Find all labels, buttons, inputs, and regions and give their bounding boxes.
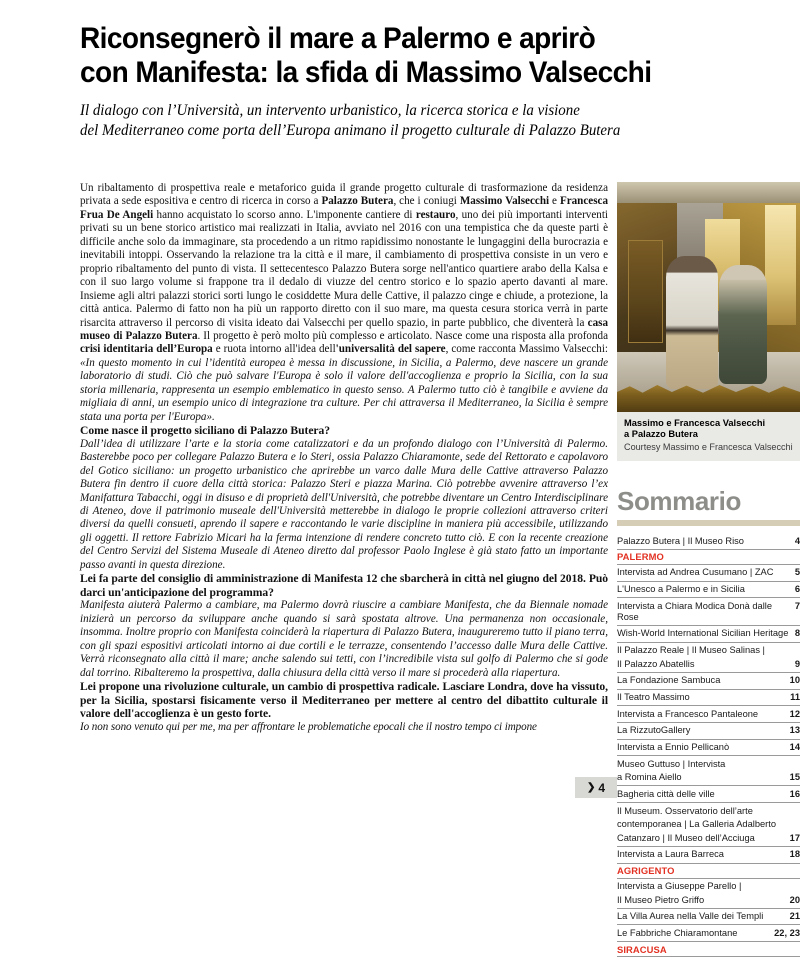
sommario-entry-label: Il Teatro Massimo — [617, 692, 690, 703]
intro-paragraph: Un ribaltamento di prospettiva reale e metaforico guida il grande progetto culturale di trasformazione da residenza privata a sede espositiva e centro di ricerca in corso a Palazzo Butera, che i coniugi Massimo Valsecchi e Francesca Frua De Angeli hanno acquistato lo scorso anno. L'imponente cantiere di restauro, uno dei più importanti interventi privati su un bene storico artistico mai realizzati in Italia, avviato nel 2016 con una tempistica che da queste parti è difficile anche solo da immaginare, sta procedendo a un ritmo rapidissimo nonostante le lungaggini della burocrazia e inevitabili intoppi. Osservando la relazione tra la città e il mare, il cambiamento di prospettiva consiste in un vero e proprio ribaltamento del punto di vista. Il settecentesco Palazzo Butera sorge nell'antico quartiere arabo della Kalsa e con il suo largo volume si frappone tra il dedalo di viuzze del centro storico e lo spazio aperto davanti al mare. Insieme agli altri palazzi storici sorti lungo le cosiddette Mura delle Cattive, il palazzo cinge e chiude, a protezione, la città antica. Palermo di fatto non ha più un rapporto diretto con il suo mare, ma questa cesura storica verrà in parte risarcita attraverso il percorso di visita ideato dai Valsecchi per quello spazio, in parte pubblico, che diventerà la casa museo di Palazzo Butera. Il progetto è però molto più complesso e articolato. Nasce come una risposta alla profonda crisi identitaria dell’Europa e ruota intorno all'idea dell'universalità del sapere, come racconta Massimo Valsecchi: «In questo momento in cui l’identità europea è messa in discussione, in Sicilia, a Palermo, deve nascere un grande laboratorio di studi. Ciò che può salvare l'Europa è solo il valore dell'accoglienza e proprio la Sicilia, con la sua storia millenaria, rappresenta un esempio emblematico in questo senso. A Palermo tutto ciò è tangibile e avviene da migliaia di anni, un esempio unico di integrazione tra culture. Per chi attraversa il Mediterraneo, la Sicilia è sempre stata una porta per l'Europa». — [80, 182, 608, 423]
sommario-entry-label: La Villa Aurea nella Valle dei Templi — [617, 911, 764, 922]
standfirst-line-1: Il dialogo con l’Università, un intervento urbanistico, la ricerca storica e la visione — [80, 102, 580, 120]
sommario-entry[interactable] — [617, 740, 800, 757]
sommario-entry-label: La RizzutoGallery — [617, 725, 691, 736]
sommario-entry-page: 5 — [794, 567, 800, 578]
sommario-entry[interactable] — [617, 879, 800, 893]
answer-3: Io non sono venuto qui per me, ma per affrontare le problematiche epocali che il nostro tempo ci impone — [80, 720, 537, 733]
answer-1: Dall’idea di utilizzare l’arte e la storia come catalizzatori e da un profondo dialogo con l’Università di Palermo. Basterebbe poco per collegare Palazzo Butera e lo Steri, ossia Palazzo Chiaramonte, sede del Rettorato e capolavoro del Gotico siciliano: un progetto urbanistico che aprirebbe un varco dalle Mura delle Cattive attraverso Palazzo Butera fin dentro il cuore della città storica: Palazzo Steri e piazza Marina. Ciò potrebbe avvenire attraverso l’ex Manifattura Tabacchi, oggi in disuso e di proprietà dell'Università, che potrebbe diventare un Centro Interdisciplinare di Ateneo, dove il patrimonio museale dell'Università metterebbe in dialogo le proprie collezioni attraverso criteri diversi da quelli consueti, aprendo il sapere e raccontando le varie discipline in maniera più accessibile, utilizzando gli oggetti. Il rettore Fabrizio Micari ha la ferma intenzione di rendere concreto tutto ciò. E con la recente creazione del Centro Servizi del Sistema Museale di Ateneo diretto dal professor Paolo Inglese è già stato fatto un importante passo avanti in questa direzione. — [80, 437, 608, 571]
question-1: Come nasce il progetto siciliano di Palazzo Butera? — [80, 424, 331, 438]
photo-figure-woman — [719, 265, 767, 385]
answer-2: Manifesta aiuterà Palermo a cambiare, ma Palermo dovrà riuscire a cambiare Manifesta, che da Biennale nomade inizierà un percorso da sviluppare anche quando si sarà spostata altrove. Una permanenza non occasionale, insomma. Inoltre proprio con Manifesta coinciderà la riapertura di Palazzo Butera, inaugureremo tutto il piano terra, con gli spazi espositivi articolati intorno ai due cortili e le terrazze, consentendo l’accesso dalle Mura delle Cattive. Verrà riconsegnato alla città il mare; anche salendo sui tetti, con l’incredibile vista sul golfo di Palermo che si gode dal torrino. Ribalteremo la prospettiva, dalla chiusura della città verso il mare si procederà alla riapertura. — [80, 599, 608, 679]
sommario-entry-page: 15 — [789, 772, 800, 783]
sommario-entry-label: a Romina Aiello — [617, 772, 682, 783]
chevron-right-icon: ❯ — [586, 782, 596, 793]
standfirst-line-2: del Mediterraneo come porta dell’Europa animano il progetto culturale di Palazzo Butera — [80, 122, 621, 140]
sommario-entry[interactable] — [617, 643, 800, 657]
sommario-entry-page: 13 — [789, 725, 800, 736]
sommario-entry-label: Catanzaro | Il Museo dell’Acciuga — [617, 832, 755, 843]
sommario-entry[interactable] — [617, 656, 800, 673]
sommario-entry-label: contemporanea | La Galleria Adalberto — [617, 819, 777, 830]
sommario-entry-label: Wish-World International Sicilian Heritage — [617, 628, 789, 639]
question-2: Lei fa parte del consiglio di amministrazione di Manifesta 12 che sbarcherà in città nel giugno del 2018. Può darci un'anticipazione del programma? — [80, 572, 608, 599]
page-number: 4 — [598, 780, 606, 795]
sommario-entry-page: 4 — [794, 535, 800, 546]
sommario-entry-page: 20 — [789, 894, 800, 905]
sommario-entry[interactable] — [617, 673, 800, 690]
sommario-entry-page: 9 — [794, 658, 800, 669]
sommario-entry[interactable] — [617, 847, 800, 864]
caption-line-1: Massimo e Francesca Valsecchi — [624, 418, 766, 428]
sommario-section-header: AGRIGENTO — [617, 864, 800, 879]
sommario-entry-page: 14 — [789, 742, 800, 753]
sommario-entry-label: Bagheria città delle ville — [617, 788, 715, 799]
sommario-entry-label: Le Fabbriche Chiaramontane — [617, 927, 738, 938]
sommario-entry-page: 22, 23 — [774, 927, 800, 938]
sommario-list — [617, 533, 800, 957]
caption-credit: Courtesy Massimo e Francesca Valsecchi — [624, 441, 793, 452]
sommario-entry[interactable] — [617, 582, 800, 599]
right-rail — [617, 182, 800, 957]
sommario-section-header: SIRACUSA — [617, 942, 800, 957]
sommario-entry[interactable] — [617, 533, 800, 550]
sommario-entry-page: 7 — [794, 600, 800, 611]
sommario-entry[interactable] — [617, 598, 800, 626]
sommario-entry-label: Intervista a Francesco Pantaleone — [617, 708, 759, 719]
sommario-entry-page: 16 — [789, 788, 800, 799]
sommario-entry-label: Palazzo Butera | Il Museo Riso — [617, 535, 744, 546]
photo-doorway-left — [628, 240, 663, 344]
sommario-entry-label: Il Palazzo Reale | Il Museo Salinas | — [617, 645, 765, 656]
sommario-entry[interactable] — [617, 830, 800, 847]
sommario-entry[interactable] — [617, 786, 800, 803]
question-3: Lei propone una rivoluzione culturale, un cambio di prospettiva radicale. Lasciare Londra, dove ha vissuto, per la Sicilia, spostarsi fisicamente verso il Mediterraneo per mettere al centro del dibattito culturale il valore dell'accoglienza è un gesto forte. — [80, 680, 608, 721]
standfirst — [80, 101, 712, 141]
sommario-entry-label: Intervista a Giuseppe Parello | — [617, 881, 742, 892]
sommario-entry-page: 10 — [789, 675, 800, 686]
sommario-entry[interactable] — [617, 706, 800, 723]
main-column — [80, 182, 608, 734]
page-number-marker — [575, 777, 617, 798]
masthead — [0, 0, 800, 141]
sommario-entry-label: Intervista a Chiara Modica Donà dalle Rose — [617, 600, 773, 622]
sommario-entry[interactable] — [617, 817, 800, 831]
sommario-section-header: PALERMO — [617, 550, 800, 565]
sommario-entry-page: 17 — [789, 832, 800, 843]
sommario-entry-page: 12 — [789, 708, 800, 719]
sommario-entry[interactable] — [617, 756, 800, 770]
sommario-entry[interactable] — [617, 565, 800, 582]
photo-cornice — [617, 182, 800, 203]
page-title — [80, 22, 696, 90]
headline-line-2: con Manifesta: la sfida di Massimo Valsecchi — [80, 56, 652, 90]
sommario-entry-page: 18 — [789, 849, 800, 860]
sommario-title: Sommario — [617, 486, 741, 517]
sommario-entry-label: Il Palazzo Abatellis — [617, 658, 695, 669]
sommario-entry[interactable] — [617, 925, 800, 942]
photo-caption — [617, 412, 800, 461]
sommario-entry-label: Intervista a Laura Barreca — [617, 849, 724, 860]
sommario-divider — [617, 520, 800, 526]
sommario-entry-label: Intervista a Ennio Pellicanò — [617, 742, 730, 753]
sommario-entry-label: Museo Guttuso | Intervista — [617, 758, 726, 769]
sommario-entry-page: 21 — [789, 911, 800, 922]
sommario-entry-label: Il Museo Pietro Griffo — [617, 894, 705, 905]
sommario-entry-page: 8 — [794, 628, 800, 639]
sommario-entry[interactable] — [617, 803, 800, 817]
sommario-entry[interactable] — [617, 770, 800, 787]
headline-line-1: Riconsegnerò il mare a Palermo e aprirò — [80, 22, 596, 55]
photo-figure-man — [666, 256, 717, 389]
sommario-entry-label: Intervista ad Andrea Cusumano | ZAC — [617, 567, 774, 578]
photo-valsecchi-couple — [617, 182, 800, 412]
sommario-entry[interactable] — [617, 626, 800, 643]
sommario-entry-page: 11 — [790, 692, 800, 703]
sommario-entry[interactable] — [617, 909, 800, 926]
sommario-entry-label: Il Museum. Osservatorio dell’arte — [617, 805, 753, 816]
sommario-entry[interactable] — [617, 723, 800, 740]
sommario-entry-label: La Fondazione Sambuca — [617, 675, 721, 686]
photo-doorway-right — [765, 205, 796, 325]
sommario-entry[interactable] — [617, 892, 800, 909]
sommario-entry-label: L'Unesco a Palermo e in Sicilia — [617, 584, 745, 595]
sommario-entry[interactable] — [617, 690, 800, 707]
sommario-entry-page: 6 — [794, 584, 800, 595]
caption-line-2: a Palazzo Butera — [624, 429, 698, 440]
